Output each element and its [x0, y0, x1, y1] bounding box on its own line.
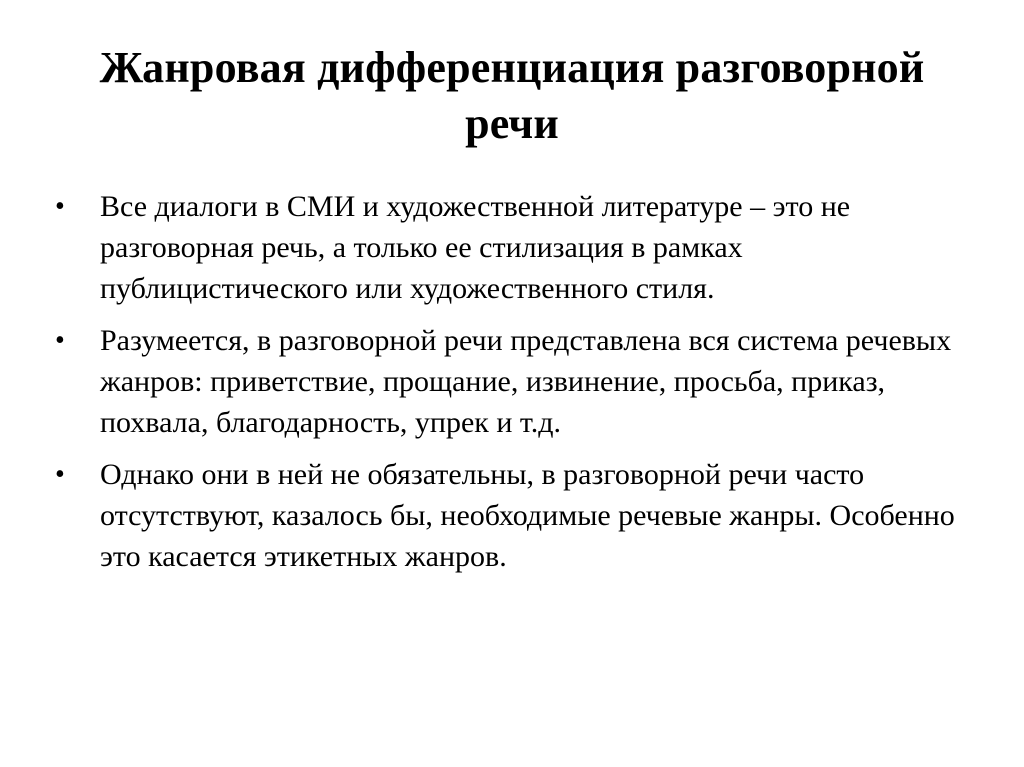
bullet-text: Однако они в ней не обязательны, в разговорной речи часто отсутствуют, казалось бы, необходимые речевые жанры. Особенно это касается этикетных жанров. — [100, 458, 955, 573]
bullet-list — [55, 186, 985, 588]
bullet-icon: • — [55, 459, 65, 490]
bullet-item — [55, 186, 985, 309]
bullet-icon: • — [55, 325, 65, 356]
bullet-item — [55, 320, 985, 443]
slide-title: Жанровая дифференциация разговорной речи — [99, 43, 925, 148]
bullet-icon: • — [55, 191, 65, 222]
bullet-text: Все диалоги в СМИ и художественной литературе – это не разговорная речь, а только ее стилизация в рамках публицистического или художественного стиля. — [100, 190, 851, 305]
bullet-item — [55, 454, 985, 577]
bullet-text: Разумеется, в разговорной речи представлена вся система речевых жанров: приветствие, прощание, извинение, просьба, приказ, похвала, благодарность, упрек и т.д. — [100, 324, 952, 439]
